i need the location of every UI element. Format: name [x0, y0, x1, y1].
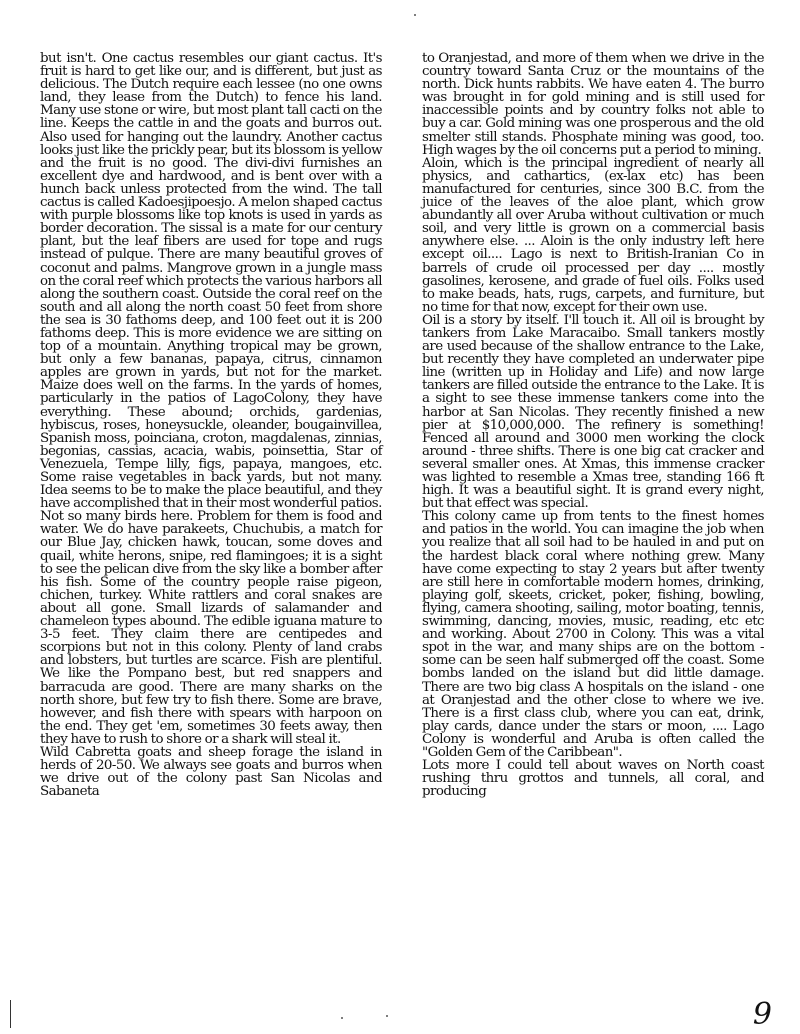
paragraph: to Oranjestad, and more of them when we drive in the country toward Santa Cruz or the mountains of the north. Dick hunts rabbits. We have eaten 4. The burro was brought in for gold mining and is still used for inaccessible points and by country folks not able to buy a car. Gold mining was one prosperous and the old smelter still stands. Phosphate mining was good, too. High wages by the oil concerns put a period to mining. — [422, 51, 764, 158]
paragraph: Wild Cabretta goats and sheep forage the island in herds of 20-50. We always see goats and burros when we drive out of the colony past San Nicolas and Sabaneta — [40, 744, 382, 800]
right-column — [422, 52, 764, 798]
paragraph: Lots more I could tell about waves on North coast rushing thru grottos and tunnels, all coral, and producing — [422, 758, 764, 800]
paragraph: Aloin, which is the principal ingredient of nearly all physics, and cathartics, (ex-lax etc) has been manufactured for centuries, since 300 B.C. from the juice of the leaves of the aloe plant, which grow abundantly all over Aruba without cultivation or much soil, and very little is grown on a commercial basis anywhere else. ... Aloin is the only industry left here except oil.... Lago is next to British-Iranian Co in barrels of crude oil processed per day .... mostly gasolines, kerosene, and grade of fuel oils. Folks used to make beads, hats, rugs, carpets, and furniture, but no time for that now, except for their own use. — [422, 155, 764, 315]
scan-speck — [414, 14, 416, 16]
scan-speck — [386, 1015, 388, 1017]
page-number: 9 — [752, 997, 772, 1032]
paragraph: Not so many birds here. Problem for them is food and water. We do have parakeets, Chuchubis, a match for our Blue Jay, chicken hawk, toucan, some doves and quail, white herons, snipe, red flamingoes; it is a sight to see the pelican dive from the sky like a bomber after his fish. Some of the country people raise pigeon, chichen, turkey. White rattlers and coral snakes are about all gone. Small lizards of salamander and chameleon types abound. The edible iguana mature to 3-5 feet. They claim there are centipedes and scorpions but not in this colony. Plenty of land crabs and lobsters, but turtles are scarce. Fish are plentiful. We like the Pompano best, but red snappers and barracuda are good. There are many sharks on the north shore, but few try to fish there. Some are brave, however, and fish there with spears with harpoon on the end. They get 'em, sometimes 30 feets away, then they have to rush to shore or a shark will steal it. — [40, 509, 382, 747]
margin-mark — [10, 1000, 11, 1028]
left-column — [40, 52, 382, 798]
paragraph: This colony came up from tents to the finest homes and patios in the world. You can imagine the job when you realize that all soil had to be hauled in and put on the hardest black coral where nothing grew. Many have come expecting to stay 2 years but after twenty are still here in comfortable modern homes, drinking, playing golf, skeets, cricket, poker, fishing, bowling, flying, camera shooting, sailing, motor boating, tennis, swimming, dancing, movies, music, reading, etc etc and working. About 2700 in Colony. This was a vital spot in the war, and many ships are on the bottom - some can be seen half submerged off the coast. Some bombs landed on the island but did little damage. There are two big class A hospitals on the island - one at Oranjestad and the other close to where we ive. There is a first class club, where you can eat, drink, play cards, dance under the stars or moon, .... Lago Colony is wonderful and Aruba is often called the "Golden Gem of the Caribbean". — [422, 509, 764, 760]
paragraph: Oil is a story by itself. I'll touch it. All oil is brought by tankers from Lake Maracaibo. Small tankers mostly are used because of the shallow entrance to the Lake, but recently they have completed an underwater pipe line (written up in Holiday and Life) and now large tankers are filled outside the entrance to the Lake. It is a sight to see these immense tankers come into the harbor at San Nicolas. They recently finished a new pier at $10,000,000. The refinery is something! Fenced all around and 3000 men working the clock around - three shifts. There is one big cat cracker and several smaller ones. At Xmas, this immense cracker was lighted to resemble a Xmas tree, standing 166 ft high. It was a beautiful sight. It is grand every night, but that effect was special. — [422, 312, 764, 512]
scan-speck — [341, 1017, 343, 1019]
paragraph: but isn't. One cactus resembles our giant cactus. It's fruit is hard to get like our, and is different, but just as delicious. The Dutch require each lessee (no one owns land, they lease from the Dutch) to fence his land. Many use stone or wire, but most plant tall cacti on the line. Keeps the cattle in and the goats and burros out. Also used for hanging out the laundry. Another cactus looks just like the prickly pear, but its blossom is yellow and the fruit is no good. The divi-divi furnishes an excellent dye and hardwood, and is bent over with a hunch back unless protected from the wind. The tall cactus is called Kadoesjipoesjo. A melon shaped cactus with purple blossoms like top knots is used in yards as border decoration. The sissal is a mate for our century plant, but the leaf fibers are used for tope and rugs instead of pulque. There are many beautiful groves of coconut and palms. Mangrove grown in a jungle mass on the coral reef which protects the various harbors all along the southern coast. Outside the coral reef on the south and all along the north coast 50 feet from shore the sea is 30 fathoms deep, and 100 feet out it is 200 fathoms deep. This is more evidence we are sitting on top of a mountain. Anything tropical may be grown, but only a few bananas, papaya, citrus, cinnamon apples are grown in yards, but not for the market. Maize does well on the farms. In the yards of homes, particularly in the patios of LagoColony, they have everything. These abound; orchids, gardenias, hybiscus, roses, honeysuckle, oleander, bougainvillea, Spanish moss, poinciana, croton, magdalenas, zinnias, begonias, cassias, acacia, wabis, poinsettia, Star of Venezuela, Tempe lilly, figs, papaya, mangoes, etc. Some raise vegetables in back yards, but not many. Idea seems to be to make the place beautiful, and they have accomplished that in their most wonderful patios. — [40, 51, 382, 512]
